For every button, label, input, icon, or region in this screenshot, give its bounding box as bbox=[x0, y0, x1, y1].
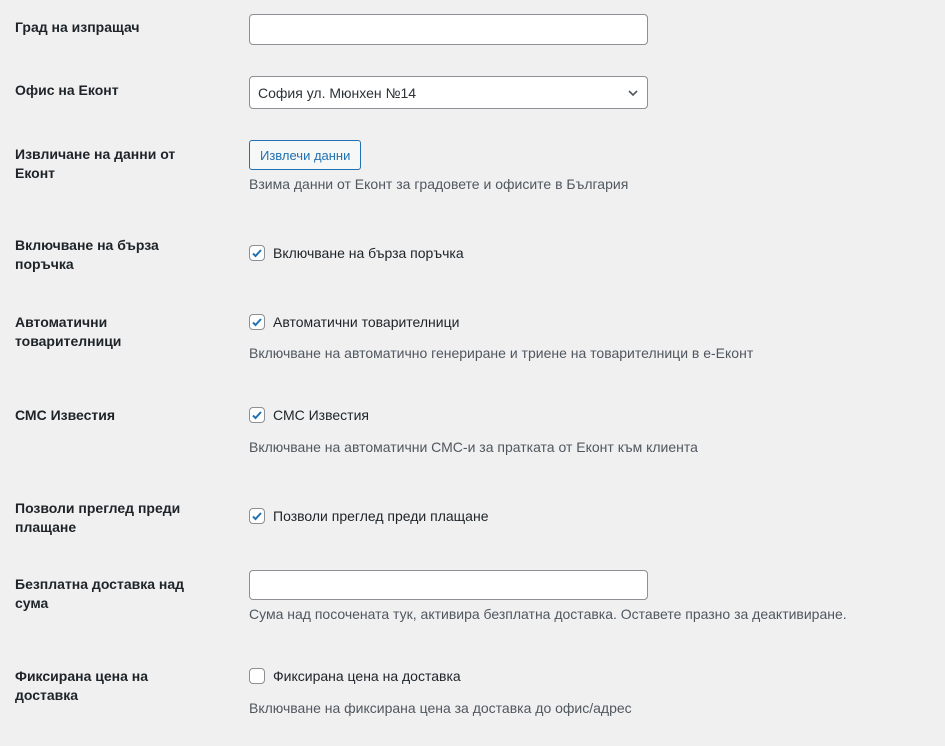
auto-waybills-checkbox[interactable] bbox=[249, 314, 459, 330]
free-shipping-input[interactable] bbox=[249, 570, 648, 600]
auto-waybills-description: Включване на автоматично генериране и триене на товарителници в е-Еконт bbox=[249, 345, 754, 361]
quick-order-checkbox-label: Включване на бърза поръчка bbox=[273, 245, 464, 261]
inspect-before-pay-checkbox[interactable] bbox=[249, 508, 489, 524]
fixed-price-label: Фиксирана цена на доставка bbox=[15, 668, 149, 703]
fetch-data-label: Извличане на данни от Еконт bbox=[15, 146, 176, 181]
sender-city-input[interactable] bbox=[249, 14, 648, 45]
inspect-before-pay-label: Позволи преглед преди плащане bbox=[15, 500, 181, 535]
checkmark-icon bbox=[251, 510, 263, 522]
inspect-before-pay-checkbox-label: Позволи преглед преди плащане bbox=[273, 508, 489, 524]
checkbox-unchecked[interactable] bbox=[249, 668, 265, 684]
free-shipping-label: Безплатна доставка над сума bbox=[15, 576, 185, 611]
checkbox-checked[interactable] bbox=[249, 508, 265, 524]
sender-city-label: Град на изпращач bbox=[15, 19, 140, 35]
checkmark-icon bbox=[251, 409, 263, 421]
auto-waybills-label: Автоматични товарителници bbox=[15, 314, 122, 349]
free-shipping-description: Сума над посочената тук, активира безплатна доставка. Оставете празно за деактивиране. bbox=[249, 606, 847, 622]
fetch-data-description: Взима данни от Еконт за градовете и офисите в България bbox=[249, 176, 629, 192]
checkbox-checked[interactable] bbox=[249, 407, 265, 423]
econt-office-select[interactable] bbox=[249, 76, 648, 109]
checkmark-icon bbox=[251, 316, 263, 328]
fixed-price-checkbox[interactable] bbox=[249, 668, 461, 684]
checkmark-icon bbox=[251, 247, 263, 259]
econt-office-label: Офис на Еконт bbox=[15, 82, 119, 98]
quick-order-checkbox[interactable] bbox=[249, 245, 464, 261]
checkbox-checked[interactable] bbox=[249, 314, 265, 330]
fixed-price-checkbox-label: Фиксирана цена на доставка bbox=[273, 668, 461, 684]
sms-checkbox-label: СМС Известия bbox=[273, 407, 369, 423]
checkbox-checked[interactable] bbox=[249, 245, 265, 261]
auto-waybills-checkbox-label: Автоматични товарителници bbox=[273, 314, 460, 330]
sms-description: Включване на автоматични СМС-и за пратката от Еконт към клиента bbox=[249, 439, 698, 455]
quick-order-label: Включване на бърза поръчка bbox=[15, 237, 159, 272]
fetch-data-button[interactable]: Извлечи данни bbox=[249, 140, 361, 170]
sms-checkbox[interactable] bbox=[249, 407, 369, 423]
fixed-price-description: Включване на фиксирана цена за доставка до офис/адрес bbox=[249, 700, 632, 716]
sms-label: СМС Известия bbox=[15, 407, 116, 423]
chevron-down-icon bbox=[627, 87, 639, 99]
econt-office-selected: София ул. Мюнхен №14 bbox=[258, 84, 417, 101]
